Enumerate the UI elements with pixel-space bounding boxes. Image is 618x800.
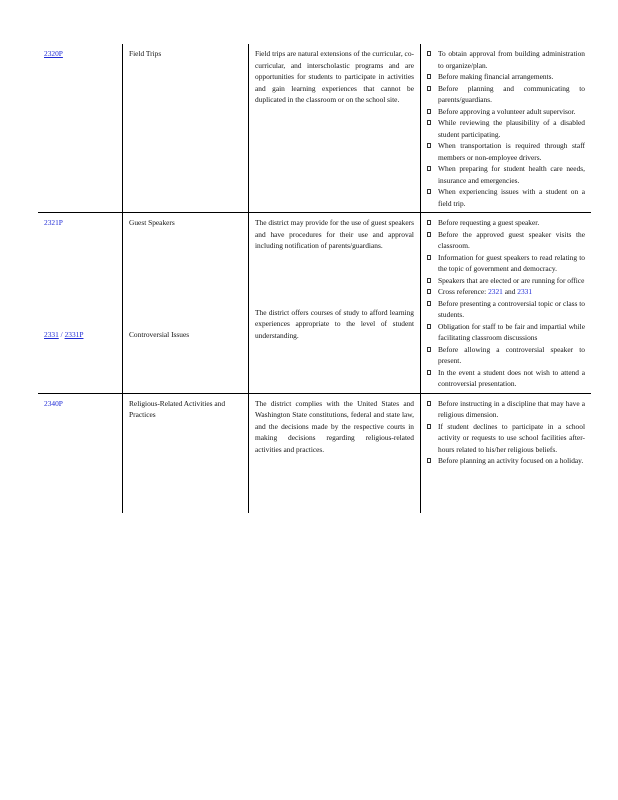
- policy-code-link[interactable]: 2340P: [44, 398, 63, 408]
- list-item: To obtain approval from building administration to organize/plan.: [427, 48, 585, 71]
- checkbox-bullet-icon: [427, 109, 431, 114]
- list-item: Before planning an activity focused on a holiday.: [427, 455, 585, 467]
- policy-title-cell: [123, 213, 249, 394]
- checkbox-bullet-icon: [427, 166, 431, 171]
- policy-bullets-cell: [421, 44, 592, 213]
- policy-description-cell: [249, 213, 421, 394]
- checkbox-bullet-icon: [427, 232, 431, 237]
- checkbox-bullet-icon: [427, 301, 431, 306]
- checkbox-bullet-icon: [427, 220, 431, 225]
- list-item: Before making financial arrangements.: [427, 71, 585, 83]
- policy-description: The district may provide for the use of guest speakers and have procedures for their use and approval including notification of parents/guardians.: [255, 218, 414, 250]
- policy-description-cell: [249, 44, 421, 213]
- list-item: Before instructing in a discipline that may have a religious dimension.: [427, 398, 585, 421]
- cross-reference-link[interactable]: 2321: [488, 287, 503, 296]
- list-item: Before requesting a guest speaker.: [427, 217, 585, 229]
- list-item: Before approving a volunteer adult supervisor.: [427, 106, 585, 118]
- policy-bullets-cell: [421, 213, 592, 394]
- policy-title: Religious-Related Activities and Practices: [129, 398, 226, 419]
- list-item: Before planning and communicating to parents/guardians.: [427, 83, 585, 106]
- list-item: When experiencing issues with a student on a field trip.: [427, 186, 585, 209]
- checkbox-bullet-icon: [427, 255, 431, 260]
- checkbox-bullet-icon: [427, 370, 431, 375]
- list-item: In the event a student does not wish to attend a controversial presentation.: [427, 367, 585, 390]
- policy-code-link[interactable]: 2331P: [64, 329, 84, 339]
- policy-description: The district complies with the United States and Washington State constitutions, federal and state law, and the decisions made by the respective courts in making decisions regarding religious-related activities and practices.: [255, 398, 414, 454]
- table-row: [38, 393, 591, 513]
- policy-description: The district offers courses of study to afford learning experiences appropriate to the level of student understanding.: [255, 307, 414, 340]
- checkbox-bullet-icon: [427, 51, 431, 56]
- policy-title: Controversial Issues: [129, 329, 190, 339]
- list-item: Before the approved guest speaker visits the classroom.: [427, 229, 585, 252]
- list-item: Before presenting a controversial topic or class to students.: [427, 298, 585, 321]
- table-row: [38, 213, 591, 394]
- list-item: When transportation is required through staff members or non-employee drivers.: [427, 140, 585, 163]
- policy-title-cell: [123, 393, 249, 513]
- policy-code-link[interactable]: 2331: [44, 329, 59, 339]
- list-item: If student declines to participate in a school activity or requests to use school facilities after-hours related to his/her religious beliefs.: [427, 421, 585, 456]
- bullet-list: [427, 217, 585, 298]
- policy-description-cell: [249, 393, 421, 513]
- checkbox-bullet-icon: [427, 289, 431, 294]
- policy-title-cell: [123, 44, 249, 213]
- list-item: When preparing for student health care needs, insurance and emergencies.: [427, 163, 585, 186]
- policy-table: [38, 44, 591, 513]
- checkbox-bullet-icon: [427, 143, 431, 148]
- policy-code-cell: [38, 213, 123, 394]
- policy-code-link[interactable]: 2320P: [44, 49, 63, 58]
- policy-title: Guest Speakers: [129, 218, 175, 227]
- list-item: Obligation for staff to be fair and impartial while facilitating classroom discussions: [427, 321, 585, 344]
- list-item: While reviewing the plausibility of a disabled student participating.: [427, 117, 585, 140]
- checkbox-bullet-icon: [427, 347, 431, 352]
- checkbox-bullet-icon: [427, 424, 431, 429]
- bullet-list: [427, 298, 585, 390]
- checkbox-bullet-icon: [427, 458, 431, 463]
- checkbox-bullet-icon: [427, 189, 431, 194]
- list-item: Information for guest speakers to read relating to the topic of government and democracy.: [427, 252, 585, 275]
- list-item: Speakers that are elected or are running for office: [427, 275, 585, 287]
- policy-code-link[interactable]: 2321P: [44, 218, 63, 227]
- bullet-list: [427, 48, 585, 209]
- bullet-list: [427, 398, 585, 467]
- checkbox-bullet-icon: [427, 401, 431, 406]
- policy-code-cell: [38, 393, 123, 513]
- checkbox-bullet-icon: [427, 278, 431, 283]
- checkbox-bullet-icon: [427, 120, 431, 125]
- policy-description: Field trips are natural extensions of the curricular, co-curricular, and interscholastic programs and are opportunities for students to participate in activities and gain learning experiences that cannot be duplicated in the classroom or on the school site.: [255, 49, 414, 104]
- table-row: [38, 44, 591, 213]
- checkbox-bullet-icon: [427, 74, 431, 79]
- list-item: Cross reference: 2321 and 2331: [427, 286, 585, 298]
- code-separator: /: [60, 329, 63, 339]
- list-item: Before allowing a controversial speaker to present.: [427, 344, 585, 367]
- checkbox-bullet-icon: [427, 86, 431, 91]
- policy-code-cell: [38, 44, 123, 213]
- checkbox-bullet-icon: [427, 324, 431, 329]
- cross-reference-link[interactable]: 2331: [517, 287, 533, 296]
- policy-title: Field Trips: [129, 49, 162, 58]
- policy-bullets-cell: [421, 393, 592, 513]
